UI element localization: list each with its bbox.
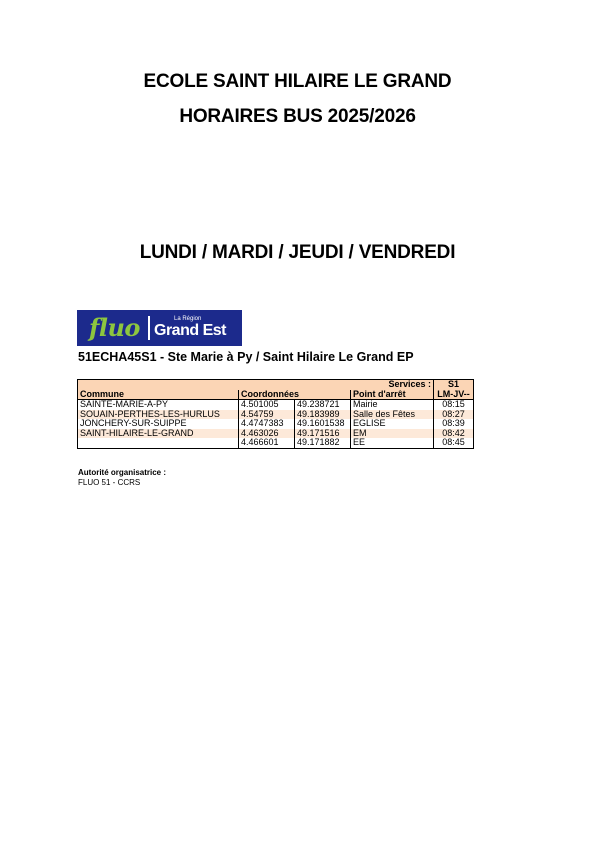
days-title: LUNDI / MARDI / JEUDI / VENDREDI bbox=[139, 242, 456, 263]
cell-point: EE bbox=[351, 438, 434, 448]
cell-lon: 4.463026 bbox=[239, 429, 295, 439]
service-code: S1 bbox=[434, 380, 474, 390]
cell-lat: 49.183989 bbox=[295, 410, 351, 420]
services-label: Services : bbox=[78, 380, 434, 390]
cell-commune bbox=[78, 438, 239, 448]
cell-lon: 4.501005 bbox=[239, 400, 295, 410]
logo-separator bbox=[148, 316, 150, 340]
header-point: Point d'arrêt bbox=[351, 390, 434, 400]
cell-point: Mairie bbox=[351, 400, 434, 410]
cell-lat: 49.171516 bbox=[295, 429, 351, 439]
cell-time: 08:45 bbox=[434, 438, 474, 448]
schedule-title: HORAIRES BUS 2025/2026 bbox=[179, 106, 416, 127]
table-row bbox=[78, 410, 474, 420]
route-title: 51ECHA45S1 - Ste Marie à Py / Saint Hilaire Le Grand EP bbox=[78, 350, 414, 364]
cell-lat: 49.238721 bbox=[295, 400, 351, 410]
table-row bbox=[78, 429, 474, 439]
logo-region-name: Grand Est bbox=[154, 322, 226, 339]
cell-commune: SAINT-HILAIRE-LE-GRAND bbox=[78, 429, 239, 439]
logo-region-small: La Région bbox=[174, 316, 202, 322]
fluo-logo-text: fluo bbox=[89, 313, 140, 342]
fluo-grand-est-logo bbox=[77, 310, 242, 346]
cell-lon: 4.54759 bbox=[239, 410, 295, 420]
cell-time: 08:42 bbox=[434, 429, 474, 439]
header-coordonnees: Coordonnées bbox=[239, 390, 351, 400]
authority-block bbox=[78, 468, 166, 487]
cell-commune: SOUAIN-PERTHES-LES-HURLUS bbox=[78, 410, 239, 420]
cell-lat: 49.1601538 bbox=[295, 419, 351, 429]
timetable-header-row bbox=[78, 390, 474, 400]
cell-time: 08:27 bbox=[434, 410, 474, 420]
timetable-services-row bbox=[78, 380, 474, 390]
cell-commune: SAINTE-MARIE-A-PY bbox=[78, 400, 239, 410]
timetable bbox=[77, 379, 474, 449]
header-commune: Commune bbox=[78, 390, 239, 400]
cell-time: 08:15 bbox=[434, 400, 474, 410]
cell-time: 08:39 bbox=[434, 419, 474, 429]
cell-point: EGLISE bbox=[351, 419, 434, 429]
header-days: LM-JV-- bbox=[434, 390, 474, 400]
cell-commune: JONCHERY-SUR-SUIPPE bbox=[78, 419, 239, 429]
table-row bbox=[78, 419, 474, 429]
cell-point: Salle des Fêtes bbox=[351, 410, 434, 420]
cell-lon: 4.466601 bbox=[239, 438, 295, 448]
authority-label: Autorité organisatrice : bbox=[78, 468, 167, 477]
table-row bbox=[78, 438, 474, 448]
cell-lon: 4.4747383 bbox=[239, 419, 295, 429]
school-title: ECOLE SAINT HILAIRE LE GRAND bbox=[143, 71, 452, 92]
table-row bbox=[78, 400, 474, 410]
authority-value: FLUO 51 - CCRS bbox=[78, 477, 141, 487]
cell-point: EM bbox=[351, 429, 434, 439]
cell-lat: 49.171882 bbox=[295, 438, 351, 448]
